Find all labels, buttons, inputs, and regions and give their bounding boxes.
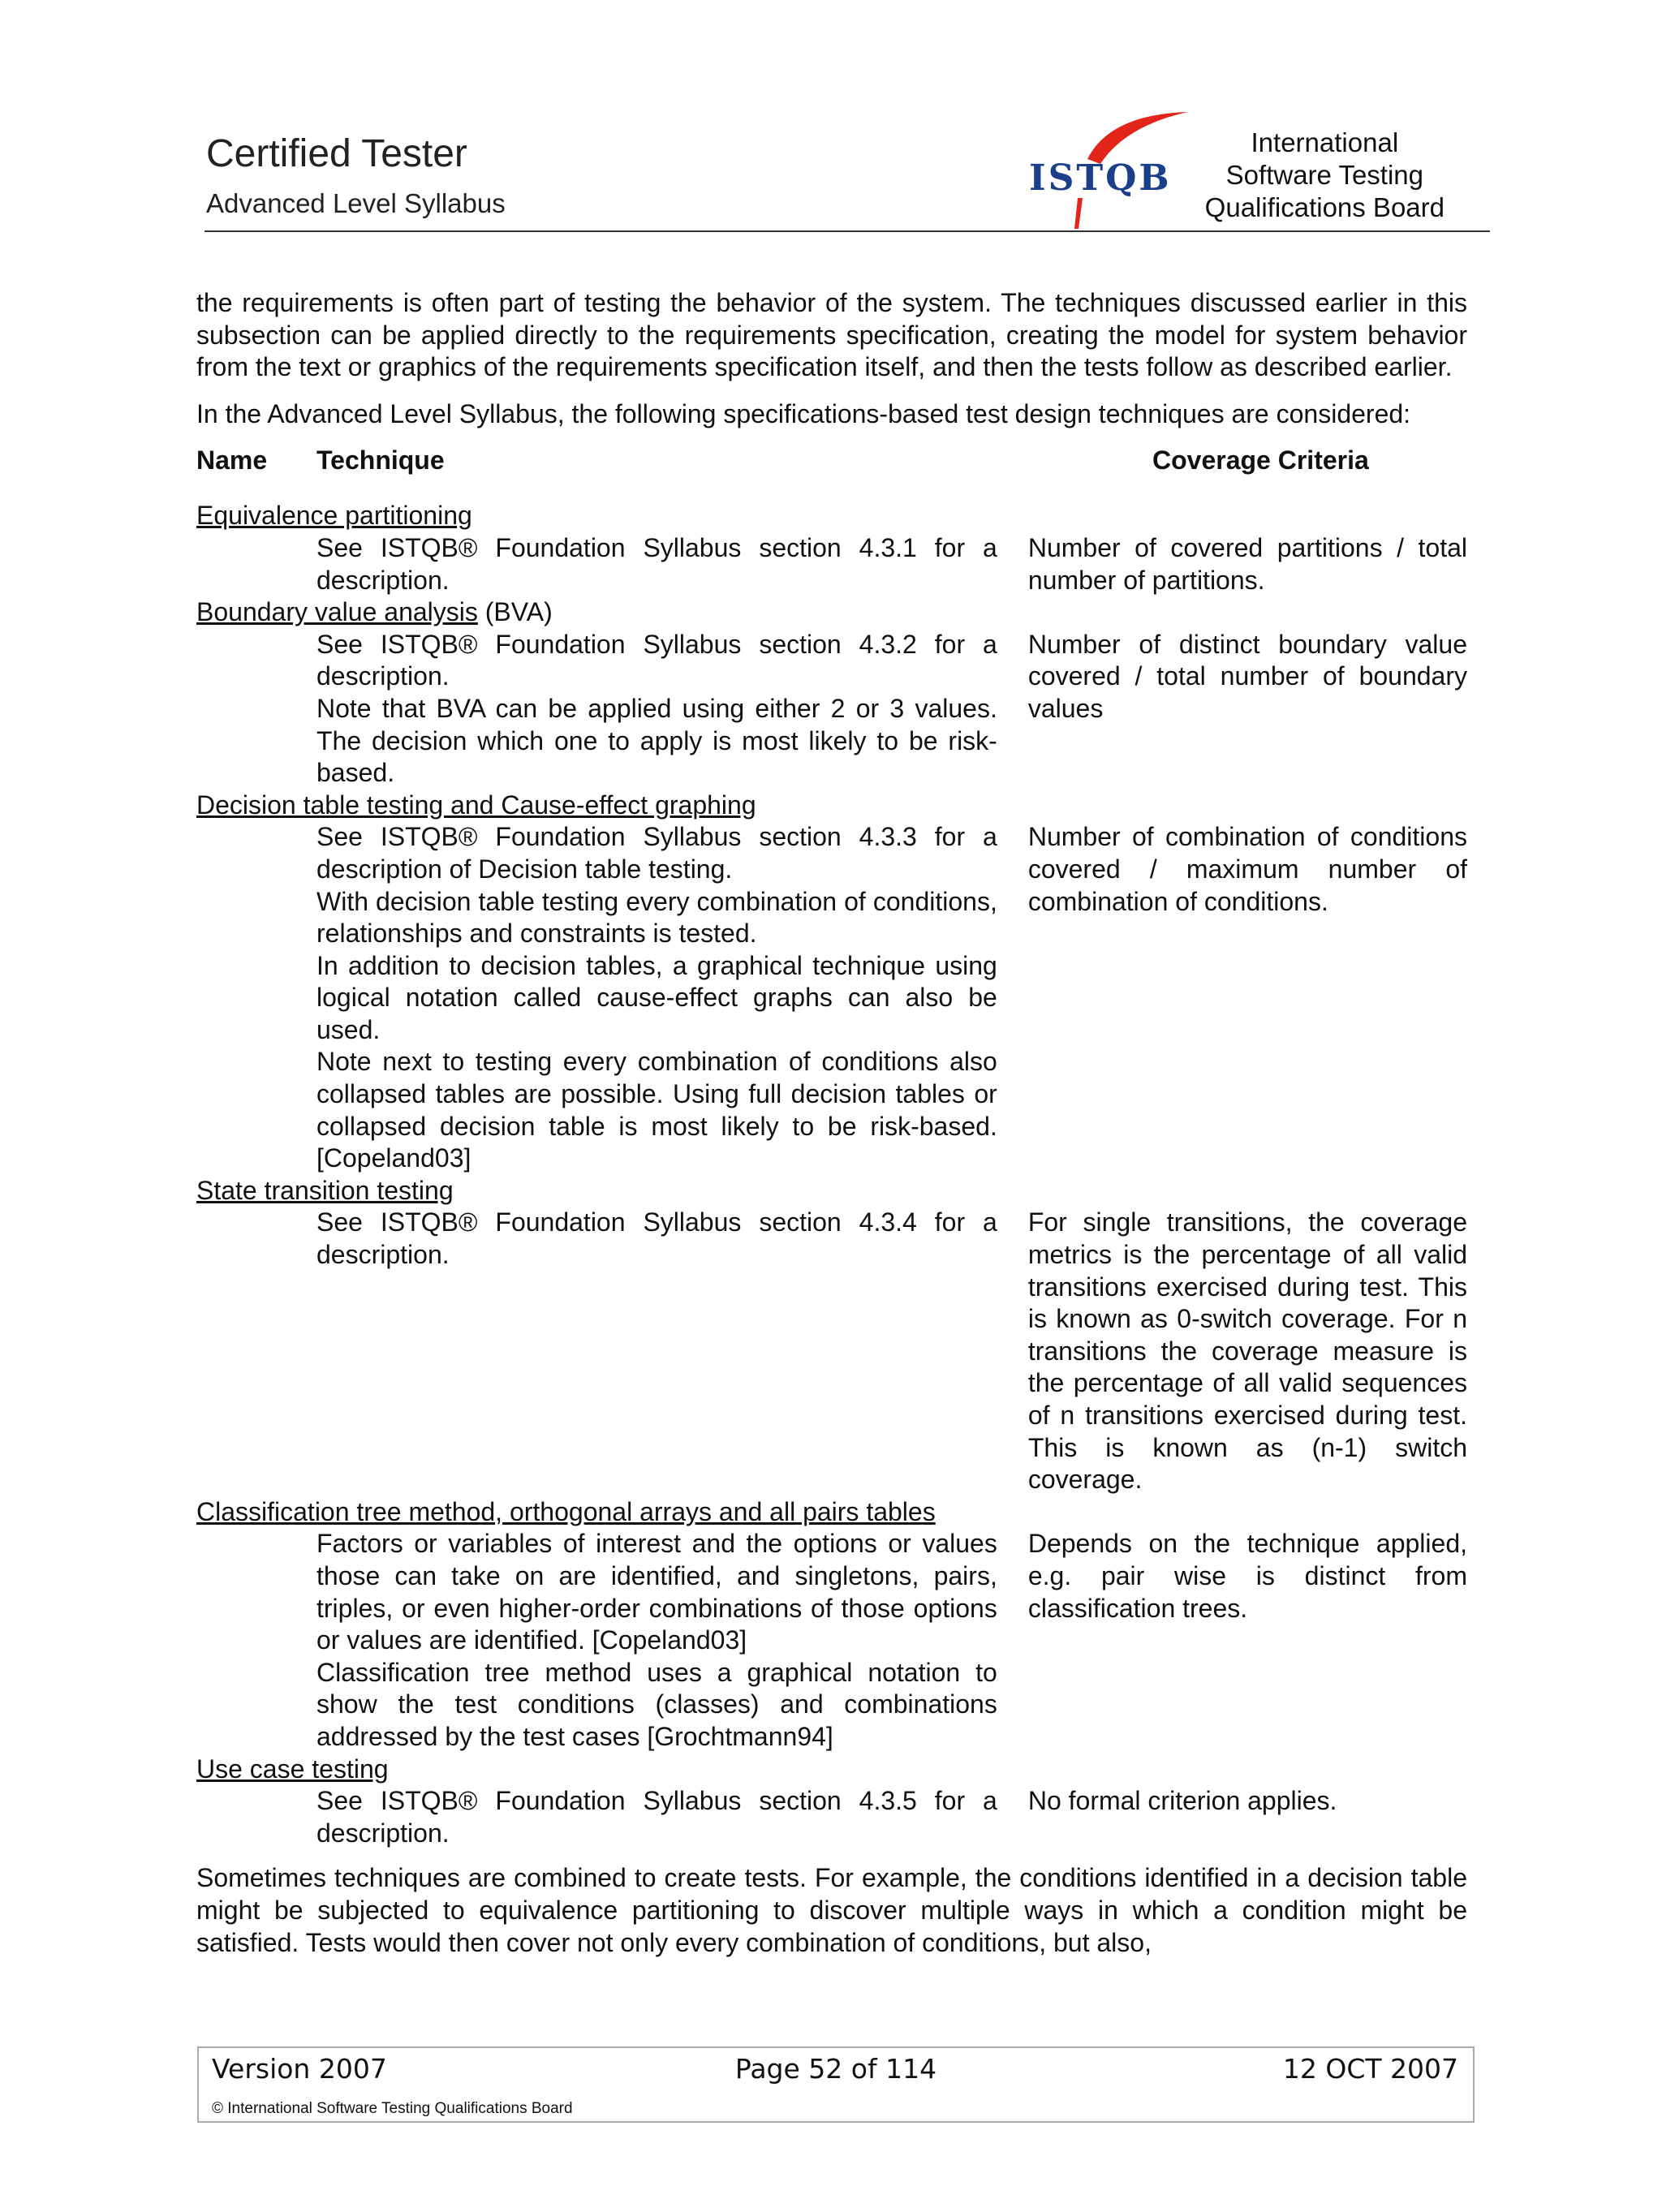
coverage-text: For single transitions, the coverage metrics is the percentage of all valid transitions exercised during test. This is known as 0-switch coverage. For n transitions the coverage measure is the percentage of all valid sequences of n transitions exercised during test. This is known as (n-1) switch coverage. <box>1027 1207 1467 1495</box>
section-suffix: (BVA) <box>477 597 553 627</box>
coverage-text: Number of covered partitions / total number of partitions. <box>1027 532 1467 595</box>
header-technique: Technique <box>316 445 445 476</box>
section-title <box>196 790 1467 822</box>
technique-row <box>196 1528 1467 1753</box>
coverage-cell <box>1028 821 1467 1175</box>
page-footer <box>197 2046 1475 2123</box>
technique-table <box>196 500 1467 1849</box>
technique-text: Note that BVA can be applied using either 2 or 3 values. The decision which one to apply is most likely to be risk-based. <box>316 693 997 788</box>
technique-text: Note next to testing every combination of conditions also collapsed tables are possible. Using full decision tables or collapsed decision table is most likely to be risk-based. [Copeland03] <box>316 1047 997 1173</box>
table-header <box>196 445 1467 477</box>
section-title <box>196 1496 1467 1529</box>
page-body <box>196 287 1467 1973</box>
document-subtitle: Advanced Level Syllabus <box>206 188 506 218</box>
technique-text: See ISTQB® Foundation Syllabus section 4.3.3 for a description of Decision table testing. <box>316 822 997 884</box>
page-header <box>205 97 1490 232</box>
coverage-text: No formal criterion applies. <box>1027 1786 1337 1816</box>
technique-text: Classification tree method uses a graphical notation to show the test conditions (classes) and combinations addressed by the test cases [Grochtmann94] <box>316 1657 997 1751</box>
technique-row <box>196 1785 1467 1849</box>
section-title <box>196 1175 1467 1207</box>
section-title <box>196 596 1467 629</box>
coverage-text: Number of distinct boundary value covered / total number of boundary values <box>1027 629 1467 723</box>
footer-version: Version 2007 <box>212 2053 387 2085</box>
coverage-cell <box>1028 629 1467 790</box>
technique-text: See ISTQB® Foundation Syllabus section 4.3.2 for a description. <box>316 629 997 691</box>
technique-cell <box>316 629 997 790</box>
intro-paragraph: the requirements is often part of testing the behavior of the system. The techniques discussed earlier in this subsection can be applied directly to the requirements specification, creating the model for system behavior from the text or graphics of the requirements specification itself, and then the tests follow as described earlier. <box>196 288 1467 382</box>
technique-text: See ISTQB® Foundation Syllabus section 4.3.1 for a description. <box>316 532 997 595</box>
coverage-text: Number of combination of conditions covered / maximum number of combination of conditions. <box>1027 822 1467 916</box>
document-title: Certified Tester <box>206 132 467 175</box>
section-name: State transition testing <box>196 1175 454 1205</box>
technique-cell <box>316 821 997 1175</box>
technique-cell <box>316 1785 997 1849</box>
technique-cell <box>316 532 997 596</box>
closing-paragraph: Sometimes techniques are combined to create tests. For example, the conditions identified in a decision table might be subjected to equivalence partitioning to discover multiple ways in which a condition might be satisfied. Tests would then cover not only every combination of conditions, but also, <box>196 1863 1467 1957</box>
header-name: Name <box>196 445 268 476</box>
section-name: Use case testing <box>196 1754 389 1784</box>
section-title <box>196 1754 1467 1786</box>
logo-text: ISTQB <box>1029 157 1172 199</box>
section-name: Equivalence partitioning <box>196 501 472 531</box>
footer-copyright: © International Software Testing Qualifications Board <box>212 2100 573 2117</box>
header-coverage: Coverage Criteria <box>1152 445 1369 476</box>
footer-date: 12 OCT 2007 <box>1282 2053 1458 2085</box>
technique-text: With decision table testing every combination of conditions, relationships and constraints is tested. <box>316 886 997 949</box>
technique-row <box>196 532 1467 596</box>
coverage-cell <box>1028 1785 1467 1849</box>
coverage-text: Depends on the technique applied, e.g. pair wise is distinct from classification trees. <box>1027 1529 1467 1623</box>
technique-row <box>196 1207 1467 1495</box>
coverage-cell <box>1028 1528 1467 1753</box>
coverage-cell <box>1028 532 1467 596</box>
technique-row <box>196 629 1467 790</box>
section-name: Boundary value analysis <box>196 597 478 627</box>
org-line: Software Testing <box>1225 160 1424 190</box>
technique-row <box>196 821 1467 1175</box>
technique-cell <box>316 1207 997 1495</box>
technique-text: Factors or variables of interest and the options or values those can take on are identified, and singletons, pairs, triples, or even higher-order combinations of those options or values are identified. [Copeland03] <box>316 1529 997 1655</box>
footer-page-number: Page 52 of 114 <box>734 2053 937 2085</box>
organization-name <box>1205 127 1445 224</box>
section-name: Classification tree method, orthogonal arrays and all pairs tables <box>196 1496 936 1526</box>
technique-cell <box>316 1528 997 1753</box>
technique-text: In addition to decision tables, a graphical technique using logical notation called cause-effect graphs can also be used. <box>316 950 997 1044</box>
technique-text: See ISTQB® Foundation Syllabus section 4.3.4 for a description. <box>316 1207 997 1270</box>
section-name: Decision table testing and Cause-effect graphing <box>196 790 756 820</box>
org-line: International <box>1251 127 1399 157</box>
intro-paragraph: In the Advanced Level Syllabus, the following specifications-based test design techniques are considered: <box>196 398 1411 428</box>
coverage-cell <box>1028 1207 1467 1495</box>
org-line: Qualifications Board <box>1204 192 1445 222</box>
istqb-logo <box>1029 105 1191 229</box>
technique-text: See ISTQB® Foundation Syllabus section 4.3.5 for a description. <box>316 1786 997 1848</box>
section-title <box>196 500 1467 532</box>
